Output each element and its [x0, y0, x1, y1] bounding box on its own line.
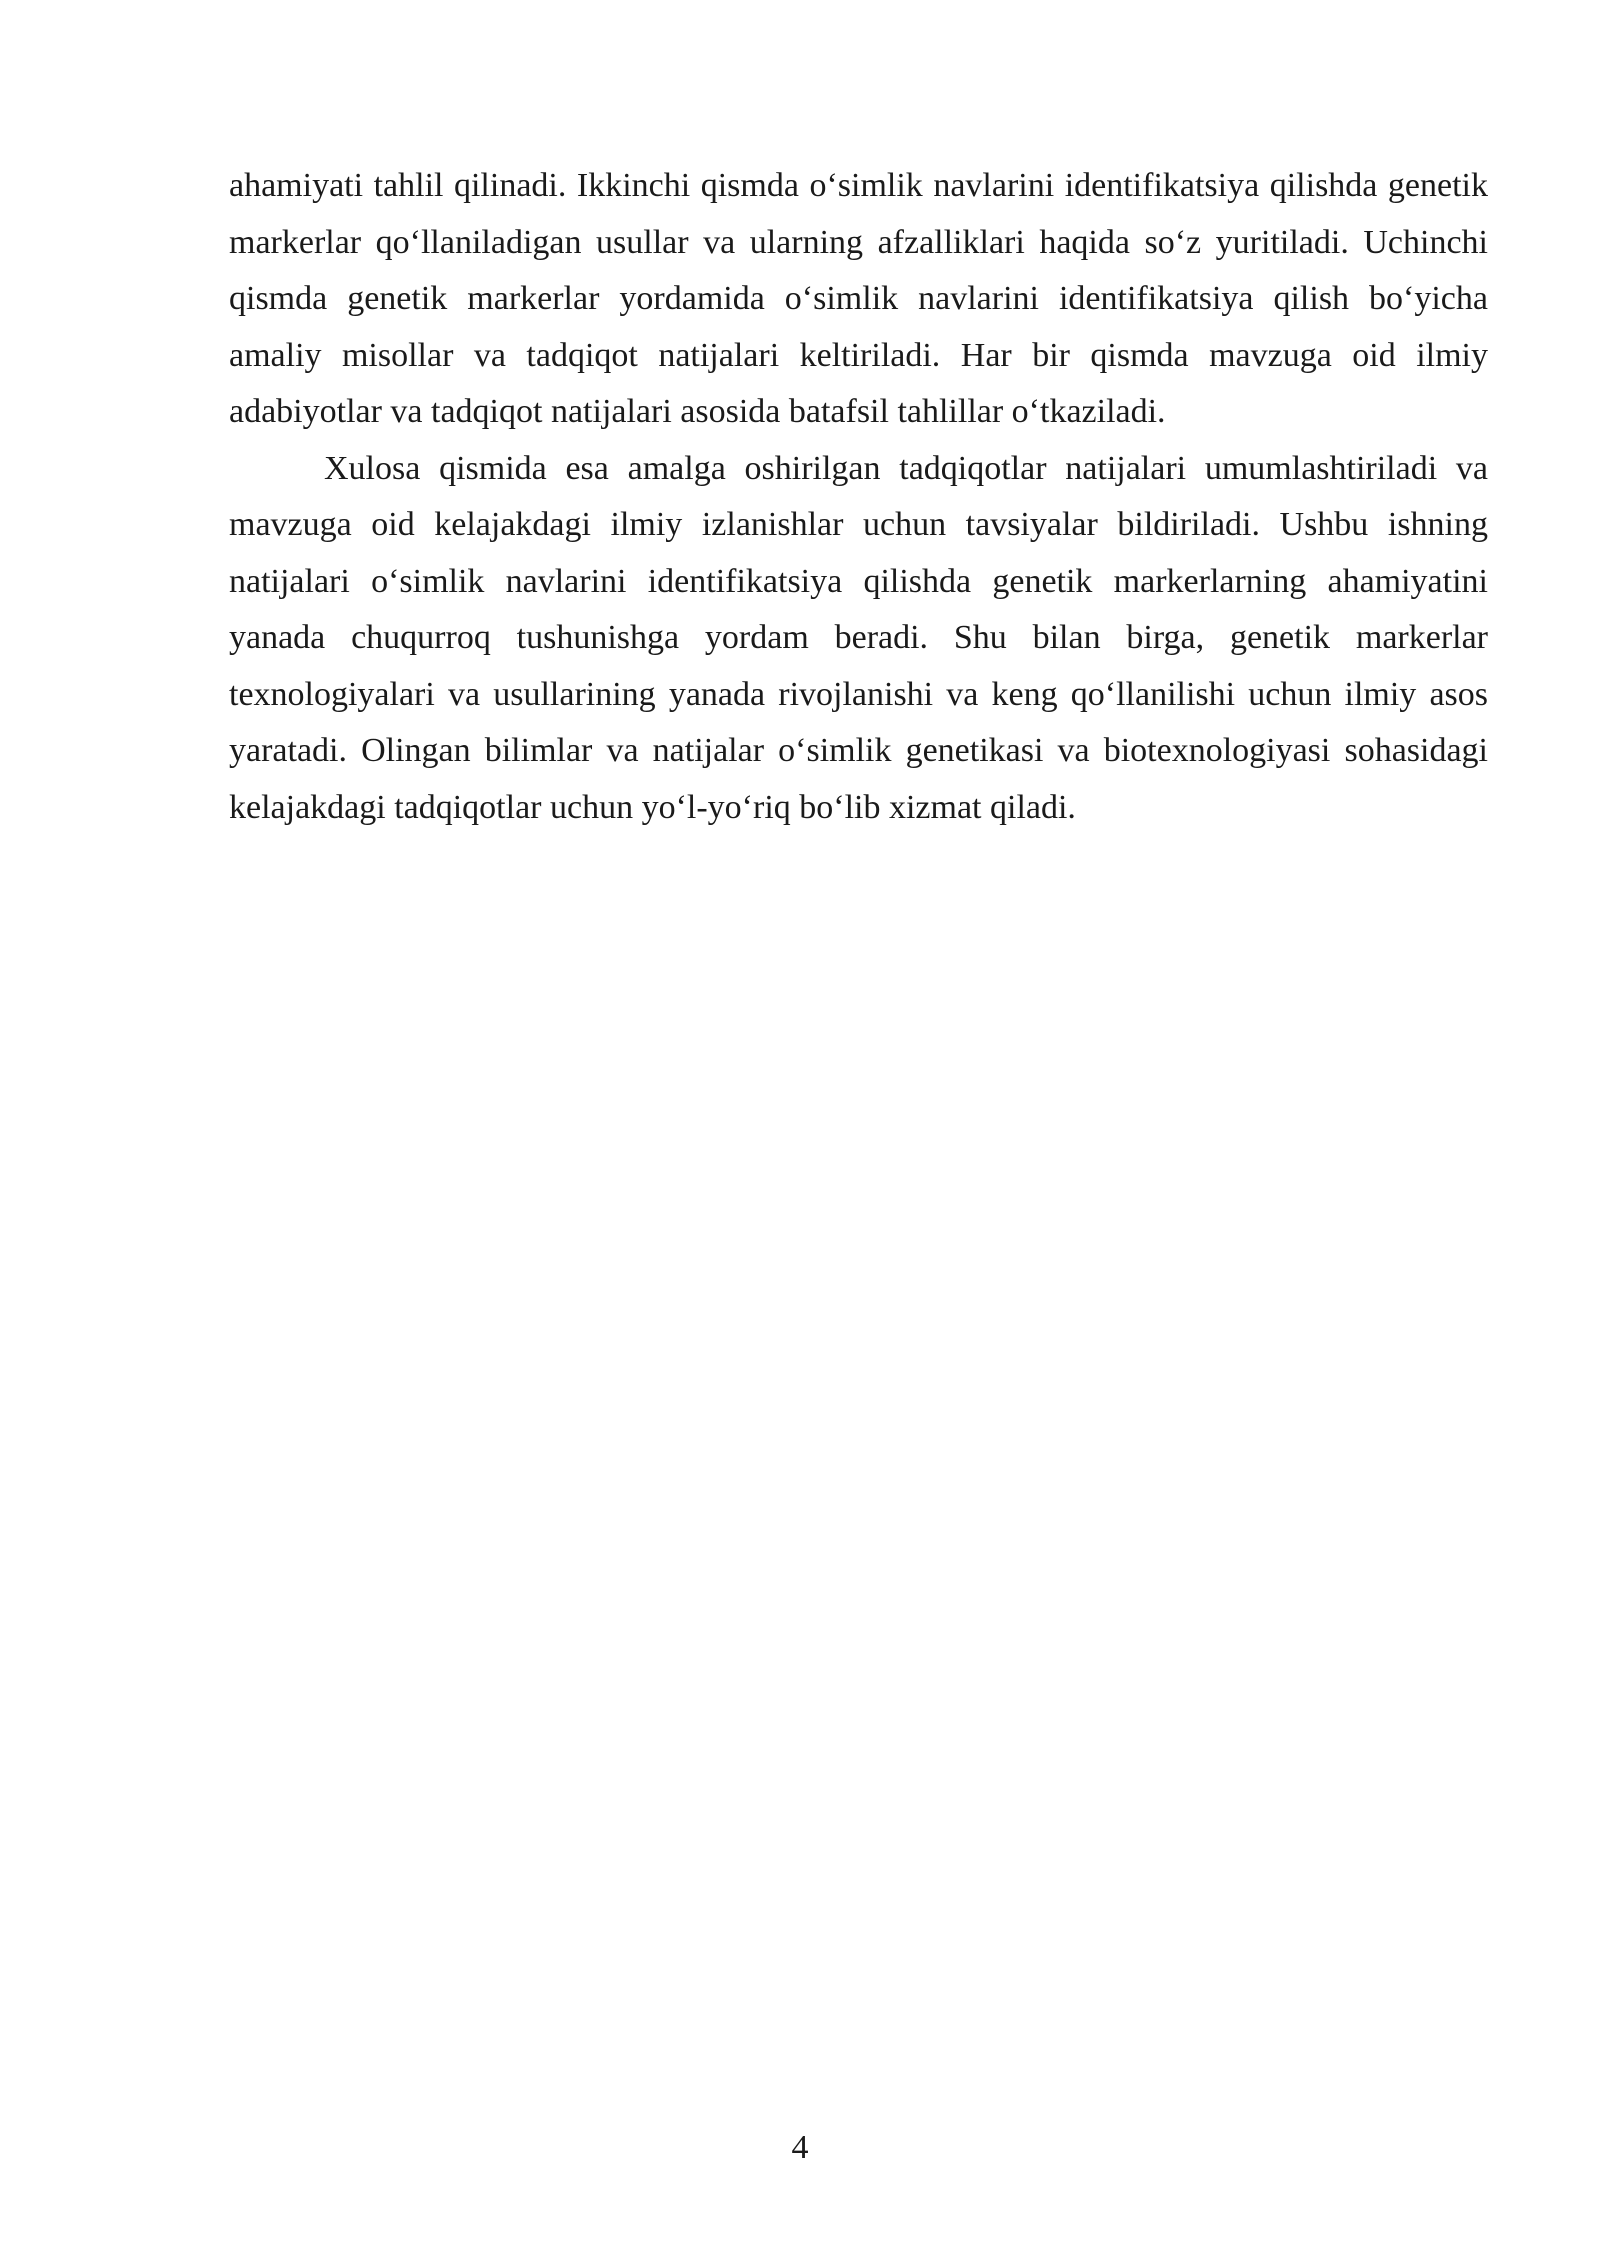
paragraph-conclusion: Xulosa qismida esa amalga oshirilgan tadqiqotlar natijalari umumlashtiriladi va mavzuga oid kelajakdagi ilmiy izlanishlar uchun tavsiyalar bildiriladi. Ushbu ishning natijalari o‘simlik navlarini identifikatsiya qilishda genetik markerlarning ahamiyatini yanada chuqurroq tushunishga yordam beradi. Shu bilan birga, genetik markerlar texnologiyalari va usullarining yanada rivojlanishi va keng qo‘llanilishi uchun ilmiy asos yaratadi. Olingan bilimlar va natijalar o‘simlik genetikasi va biotexnologiyasi sohasidagi kelajakdagi tadqiqotlar uchun yo‘l-yo‘riq bo‘lib xizmat qiladi.	[229, 449, 1488, 826]
page-number: 4	[791, 2129, 809, 2166]
paragraph-continuation: ahamiyati tahlil qilinadi. Ikkinchi qismda o‘simlik navlarini identifikatsiya qilishda genetik markerlar qo‘llaniladigan usullar va ularning afzalliklari haqida so‘z yuritiladi. Uchinchi qismda genetik markerlar yordamida o‘simlik navlarini identifikatsiya qilish bo‘yicha amaliy misollar va tadqiqot natijalari keltiriladi. Har bir qismda mavzuga oid ilmiy adabiyotlar va tadqiqot natijalari asosida batafsil tahlillar o‘tkaziladi.	[229, 167, 1488, 430]
body-text	[229, 158, 1488, 836]
